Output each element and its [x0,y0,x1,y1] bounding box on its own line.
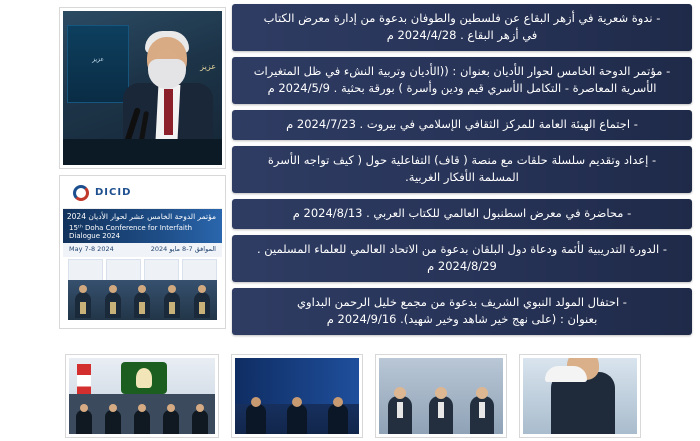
delegate [388,396,412,434]
poster-person [194,292,210,318]
event-item [232,199,692,229]
event-item [232,235,692,282]
event-item [232,57,692,104]
delegates-group-photo [376,355,506,437]
poster-person [134,292,150,318]
event-line: الأسرية المعاصرة - التكامل الأسري قيم ودين وأسرة ) بورقة بحثية . 2024/5/9 م [267,81,657,95]
poster-header [63,179,222,209]
poster-person [75,292,91,318]
delegate [429,396,453,434]
event-line: - اجتماع الهيئة العامة للمركز الثقافي الإسلامي في بيروت . 2024/7/23 م [286,117,638,131]
poster-brand: DICID [95,187,132,198]
podium [63,139,222,165]
panelist [246,404,266,434]
attendee [105,410,121,434]
conference-speaker-photo [60,8,225,168]
attendee [76,410,92,434]
speaker-tie [164,89,173,135]
audience-row [69,394,215,434]
parliament-meeting-photo [66,355,218,437]
event-line: - ندوة شعرية في أزهر البقاع عن فلسطين والطوفان بدعوة من إدارة معرض الكتاب [263,11,661,25]
panel-discussion-photo [232,355,362,437]
event-item [232,110,692,140]
poster-title-band [63,209,222,243]
event-line: بعنوان : (على نهج خير شاهد وخير شهيد). 2024/9/16 م [326,312,598,326]
poster-title-english: 15ᵗʰ Doha Conference for Interfaith Dialogue 2024 [69,224,193,240]
poster-group-photo [68,280,217,320]
scholar-portrait-photo [520,355,640,437]
panelists-row [235,394,359,434]
panelist [287,404,307,434]
poster-person [164,292,180,318]
turban [545,366,587,382]
poster-date-english: May 7-8 2024 [69,245,114,253]
event-line: في أزهر البقاع . 2024/4/28 م [386,28,538,42]
event-item [232,288,692,335]
poster-title-arabic: مؤتمر الدوحة الخامس عشر لحوار الأديان 2024 [66,212,216,221]
attendee [134,410,150,434]
event-item [232,4,692,51]
poster-dates [63,243,222,257]
event-line: - محاضرة في معرض اسطنبول العالمي للكتاب العربي . 2024/8/13 م [292,206,632,220]
attendee [192,410,208,434]
flag-icon [77,364,91,398]
delegates-row [379,382,503,434]
event-line: - مؤتمر الدوحة الخامس لحوار الأديان بعنوان : ((الأديان وتربية النشء في ظل المتغيرات [253,64,671,78]
dicid-conference-poster [60,176,225,328]
attendee [163,410,179,434]
poster-person [105,292,121,318]
poster-date-arabic: الموافق 7-8 مايو 2024 [150,245,216,253]
speaker-caption: عزيز [200,62,216,71]
dicid-logo-icon [73,185,89,201]
event-item [232,146,692,193]
delegate [470,396,494,434]
event-line: - احتفال المولد النبوي الشريف بدعوة من مجمع خليل الرحمن البداوي [297,295,627,309]
panelist [328,404,348,434]
backdrop-banner-text: عزيز [92,56,104,63]
backdrop-banner [67,25,129,103]
events-list [232,4,692,335]
event-line: - الدورة التدريبية لأئمة ودعاة دول البلقان بدعوة من الاتحاد العالمي للعلماء المسلمين . 2024/8/29 م [256,242,668,273]
event-line: - إعداد وتقديم سلسلة حلقات مع منصة ( قاف) التفاعلية حول ( كيف تواجه الأسرة المسلمة الأفكار الغربية. [267,153,657,184]
emblem-icon [121,362,167,394]
